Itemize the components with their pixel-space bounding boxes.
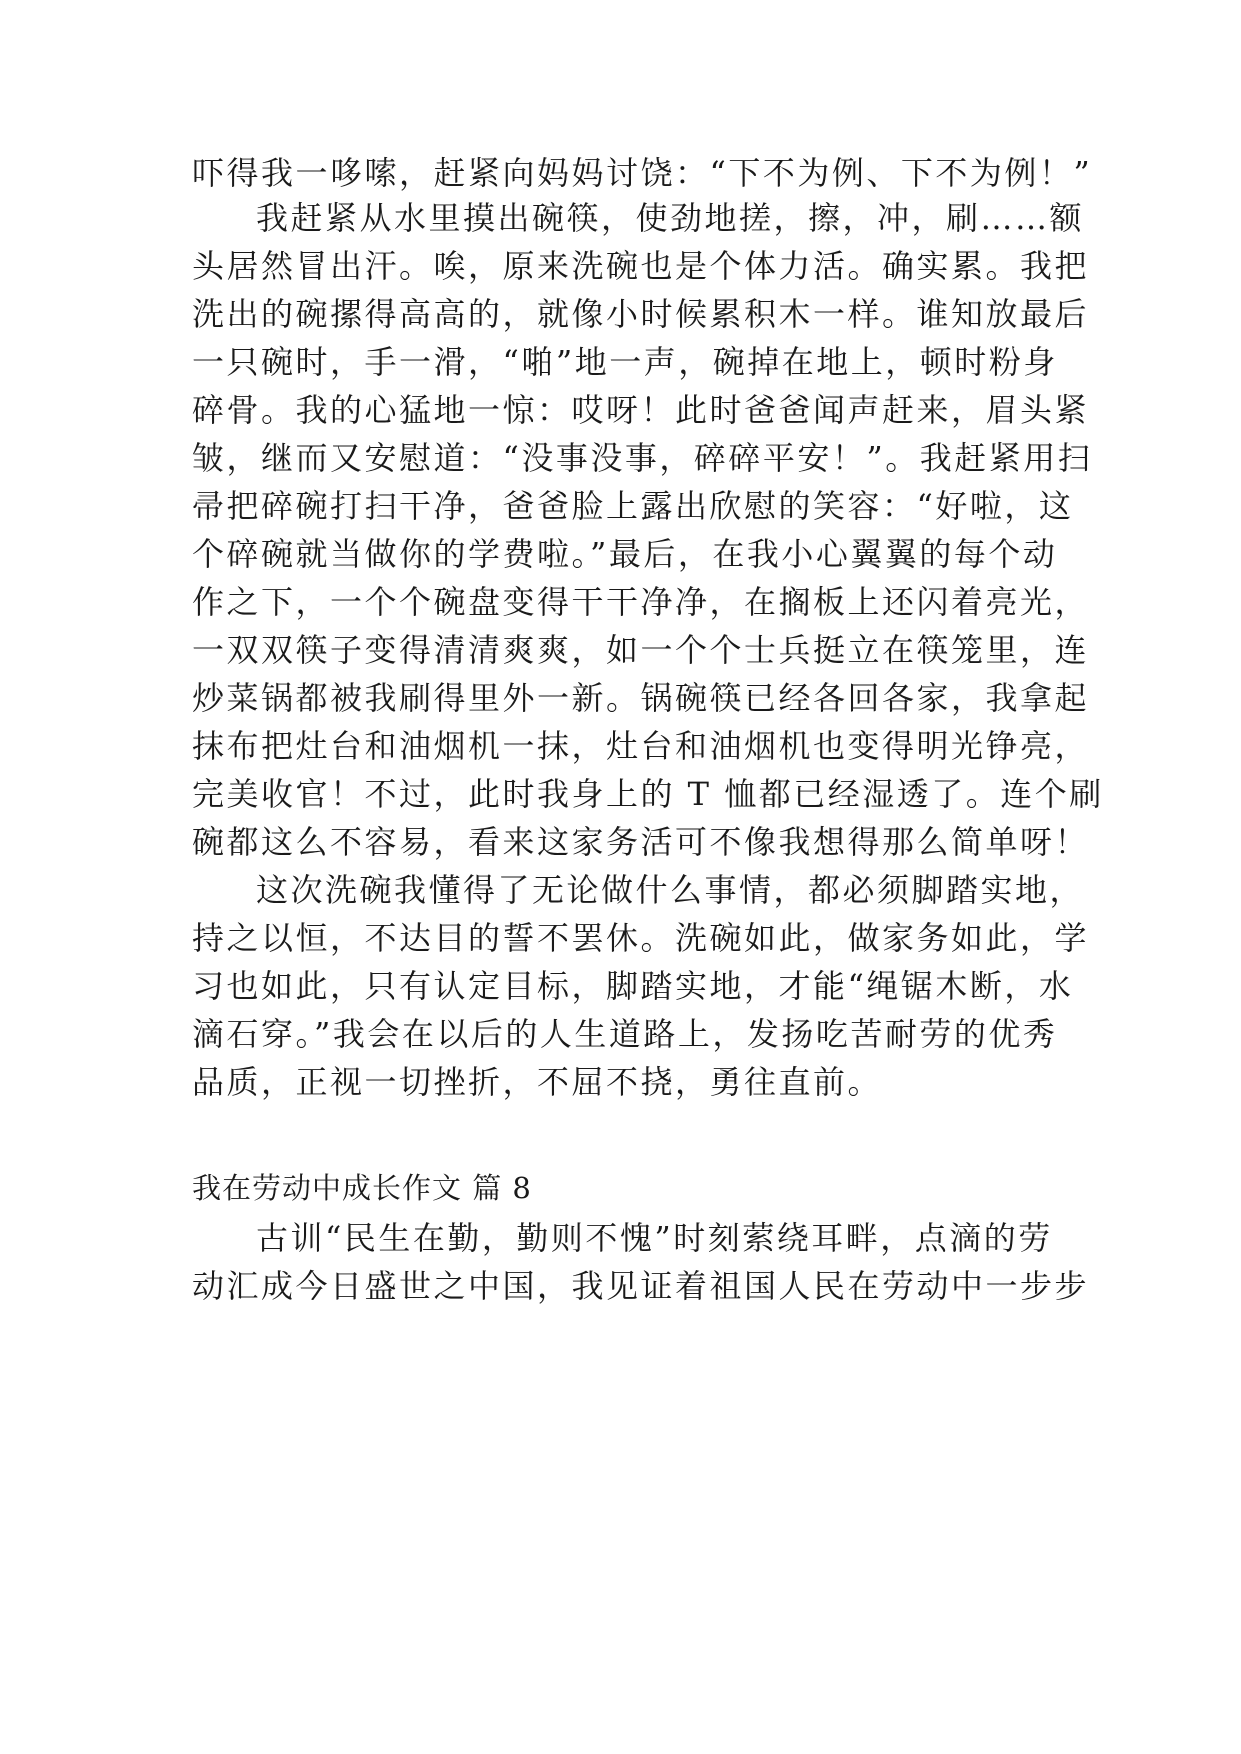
- paragraph-line: 头居然冒出汗。唉，原来洗碗也是个体力活。确实累。我把: [192, 247, 1090, 285]
- paragraph-line: 古训“民生在勤，勤则不愧”时刻萦绕耳畔，点滴的劳: [256, 1219, 1053, 1257]
- paragraph-line: 皱，继而又安慰道：“没事没事，碎碎平安！”。我赶紧用扫: [192, 439, 1093, 477]
- paragraph-line: 这次洗碗我懂得了无论做什么事情，都必须脚踏实地，: [256, 871, 1085, 909]
- paragraph-line: 抹布把灶台和油烟机一抹，灶台和油烟机也变得明光铮亮，: [192, 727, 1090, 765]
- paragraph-line: 碗都这么不容易，看来这家务活可不像我想得那么简单呀！: [192, 823, 1090, 861]
- paragraph-line: 个碎碗就当做你的学费啦。”最后，在我小心翼翼的每个动: [192, 535, 1058, 573]
- paragraph-line: 持之以恒，不达目的誓不罢休。洗碗如此，做家务如此，学: [192, 919, 1090, 957]
- paragraph-line: 一只碗时，手一滑，“啪”地一声，碗掉在地上，顿时粉身: [192, 343, 1058, 381]
- paragraph-line: 碎骨。我的心猛地一惊：哎呀！此时爸爸闻声赶来，眉头紧: [192, 391, 1090, 429]
- paragraph-line: 一双双筷子变得清清爽爽，如一个个士兵挺立在筷笼里，连: [192, 631, 1090, 669]
- section-heading: 我在劳动中成长作文 篇 8: [192, 1171, 532, 1205]
- paragraph-line: 动汇成今日盛世之中国，我见证着祖国人民在劳动中一步步: [192, 1267, 1090, 1305]
- paragraph-line: 帚把碎碗打扫干净，爸爸脸上露出欣慰的笑容：“好啦，这: [192, 487, 1074, 525]
- paragraph-line: 习也如此，只有认定目标，脚踏实地，才能“绳锯木断，水: [192, 967, 1074, 1005]
- paragraph-line: 我赶紧从水里摸出碗筷，使劲地搓，擦，冲，刷……额: [256, 199, 1085, 237]
- paragraph-line: 作之下，一个个碗盘变得干干净净，在搁板上还闪着亮光，: [192, 583, 1090, 621]
- paragraph-line: 品质，正视一切挫折，不屈不挠，勇往直前。: [192, 1063, 883, 1101]
- paragraph-line: 洗出的碗摞得高高的，就像小时候累积木一样。谁知放最后: [192, 295, 1090, 333]
- paragraph-line: 滴石穿。”我会在以后的人生道路上，发扬吃苦耐劳的优秀: [192, 1015, 1058, 1053]
- paragraph-line: 完美收官！不过，此时我身上的 T 恤都已经湿透了。连个刷: [192, 775, 1104, 813]
- paragraph-line: 吓得我一哆嗦，赶紧向妈妈讨饶：“下不为例、下不为例！”: [192, 154, 1093, 192]
- paragraph-line: 炒菜锅都被我刷得里外一新。锅碗筷已经各回各家，我拿起: [192, 679, 1090, 717]
